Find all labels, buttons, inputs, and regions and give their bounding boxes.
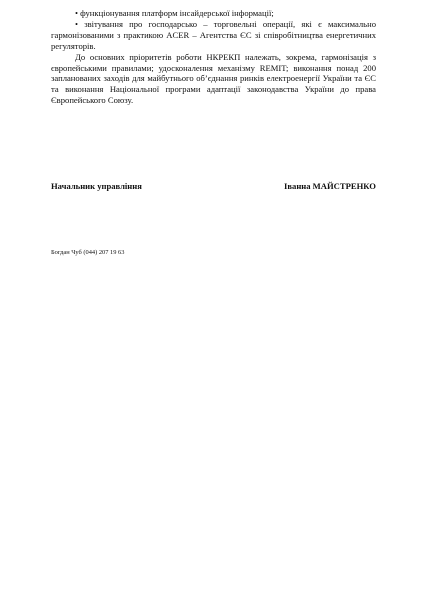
bullet-insider-platforms: • функціонування платформ інсайдерської інформації;	[75, 8, 274, 18]
document-body	[51, 8, 376, 106]
executor-contact: Богдан Чуб (044) 207 19 63	[51, 249, 125, 256]
signatory-position: Начальник управління	[51, 181, 142, 191]
signatory-name: Іванна МАЙСТРЕНКО	[284, 181, 376, 191]
priorities-paragraph: До основних пріоритетів роботи НКРЕКП належать, зокрема, гармонізація з європейськими правилами; удосконалення механізму REMIT; виконання понад 200 запланованих заходів для майбутнього об’єднання ринків електроенергії України та ЄС та виконання Національної програми адаптації законодавства України до права Європейського Союзу.	[51, 51, 376, 106]
bullet-reporting-acer: • звітування про господарсько – торговельні операції, які є максимально гармонізованими з практикою ACER – Агентства ЄС зі співробітництва енергетичних регуляторів.	[51, 18, 376, 51]
